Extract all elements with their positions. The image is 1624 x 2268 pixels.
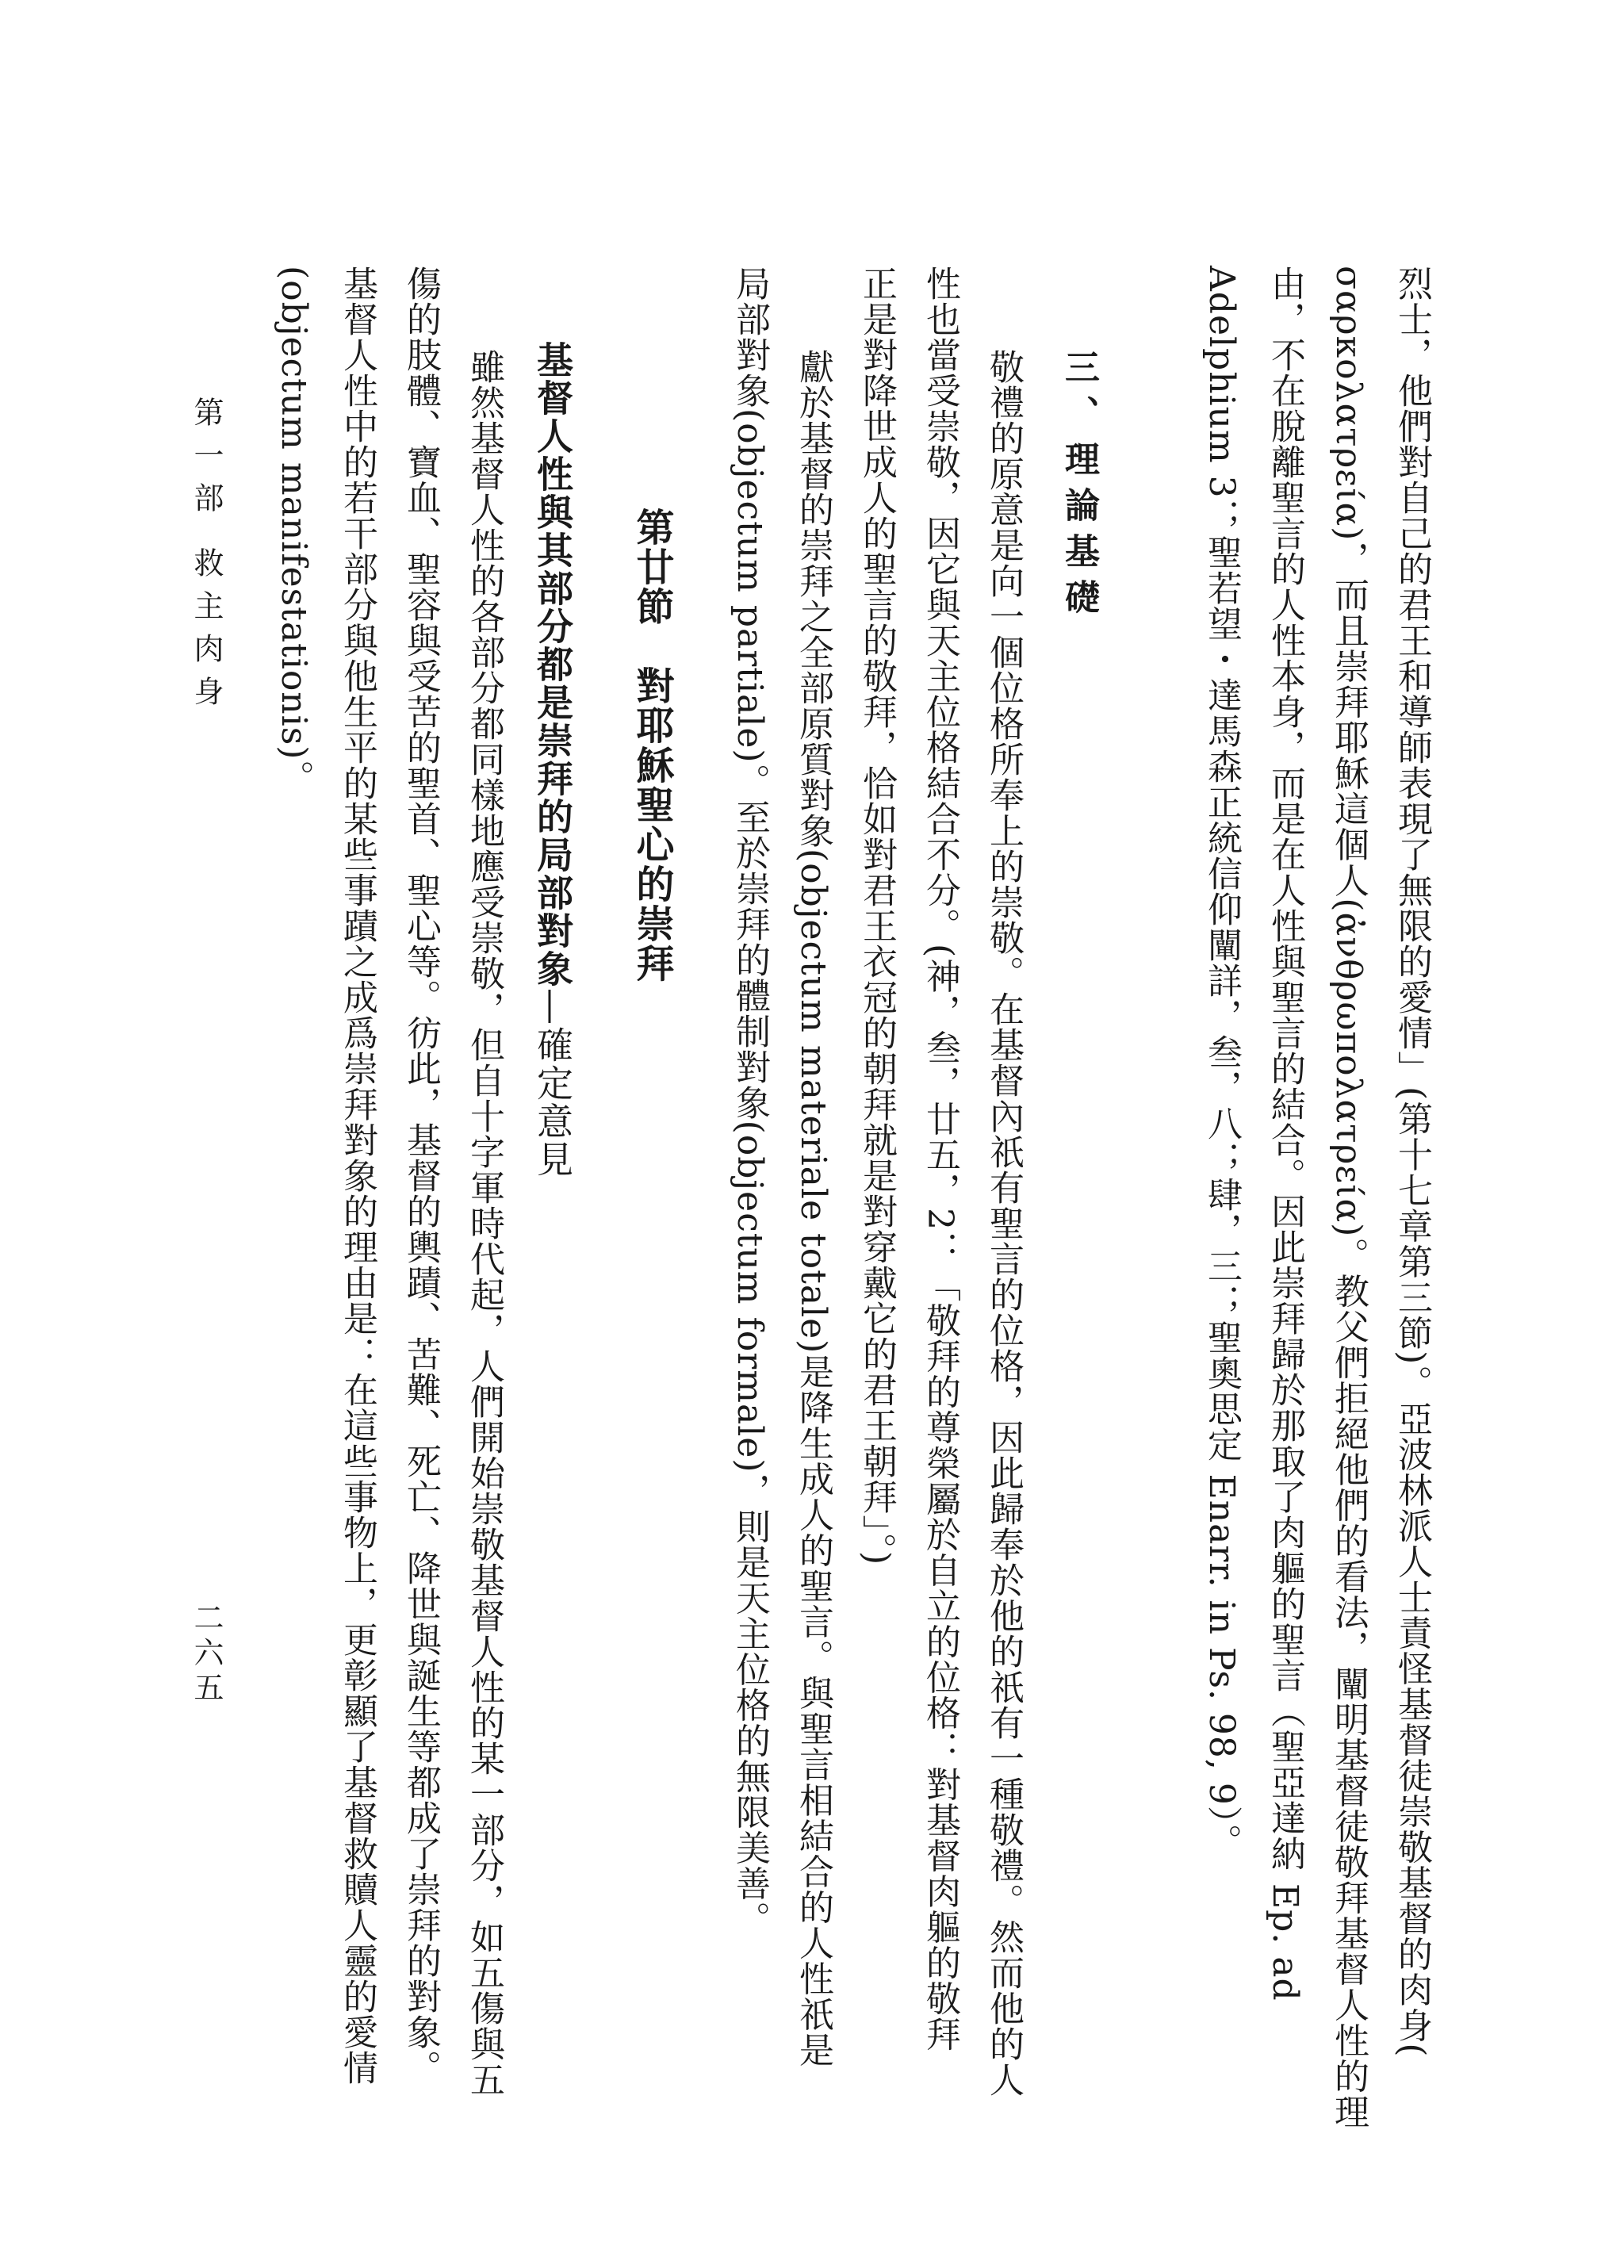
text-column-11: 傷的肢體、寶血、聖容與受苦的聖首、聖心等。彷此，基督的輿蹟、苦難、死亡、降世與誕生等都成了崇拜的對象。 xyxy=(400,266,441,2086)
text-column-4: Adelphium 3；聖若望・達馬森正統信仰闡詳，叁，八；肆，三；聖奧思定 Enarr. in Ps. 98, 9）。 xyxy=(1201,266,1242,1860)
subsection-title-tail: —確定意見 xyxy=(531,988,574,1178)
text-column-13: (objectum manifestationis)。 xyxy=(274,266,314,796)
text-column-9: 局部對象(objectum partiale)。至於崇拜的體制對象(objectum formale)，則是天主位格的無限美善。 xyxy=(730,266,770,1937)
subsection-title xyxy=(527,341,578,1178)
text-column-5: 敬禮的原意是向一個位格所奉上的崇敬。在基督內祇有聖言的位格，因此歸奉於他的祇有一種敬禮。然而他的人 xyxy=(983,349,1024,2098)
text-column-6: 性也當受崇敬，因它與天主位格結合不分。(神，叁，廿五，2：「敬拜的尊榮屬於自立的位格：對基督肉軀的敬拜 xyxy=(920,266,960,2052)
section-title: 第廿節 對耶穌聖心的崇拜 xyxy=(630,508,674,983)
text-column-7: 正是對降世成人的聖言的敬拜，恰如對君王衣冠的朝拜就是對穿戴它的君王朝拜」。) xyxy=(856,266,897,1566)
text-column-1: 烈士，他們對自己的君王和導師表現了無限的愛情」(第十七章第三節)。亞波林派人士責怪基督徒崇敬基督的肉身( xyxy=(1392,266,1432,2058)
text-column-8: 獻於基督的崇拜之全部原質對象(objectum materiale totale)是降生成人的聖言。與聖言相結合的人性祇是 xyxy=(793,349,833,2068)
text-column-10: 雖然基督人性的各部分都同樣地應受崇敬，但自十字軍時代起，人們開始崇敬基督人性的某一部分，如五傷與五 xyxy=(464,349,504,2098)
running-head: 第一部 救主肉身 xyxy=(189,397,224,719)
subsection-title-bold: 基督人性與其部分都是崇拜的局部對象 xyxy=(531,341,574,988)
section-three-heading: 三、理論基礎 xyxy=(1059,349,1099,625)
text-column-12: 基督人性中的若干部分與他生平的某些事蹟之成爲崇拜對象的理由是：在這些事物上，更彰顯了基督救贖人靈的愛情 xyxy=(337,266,377,2086)
page-number: 二六五 xyxy=(189,1602,224,1707)
text-column-3: 由，不在脫離聖言的人性本身，而是在人性與聖言的結合。因此崇拜歸於那取了肉軀的聖言（聖亞達納 Ep. ad xyxy=(1265,266,1305,2002)
text-column-2: σαρκολατρεία)，而且崇拜耶穌這個人(ἀνθρωπολατρεία)。教父們拒絕他們的看法，闡明基督徒敬拜基督人性的理 xyxy=(1328,266,1369,2130)
